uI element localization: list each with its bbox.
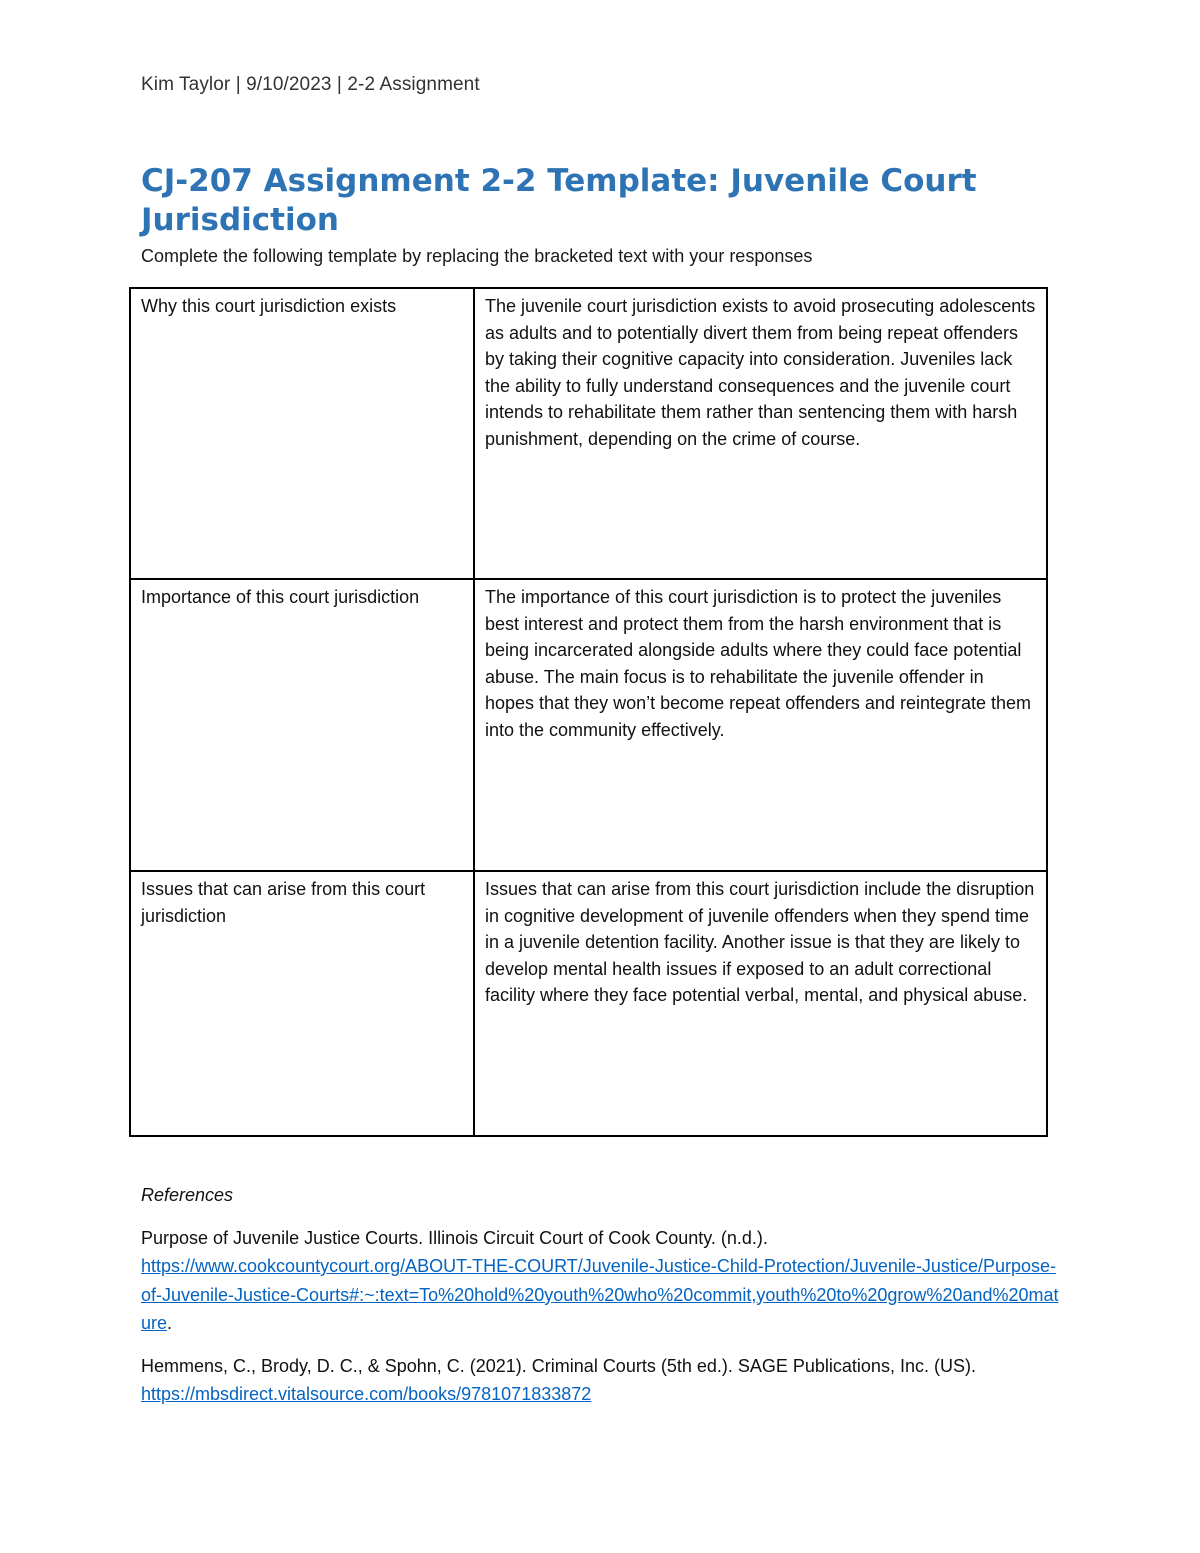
reference-item [141, 1224, 1061, 1338]
reference-item [141, 1352, 1061, 1409]
row-response: The juvenile court jurisdiction exists to avoid prosecuting adolescents as adults and to potentially divert them from being repeat offenders by taking their cognitive capacity into consideration. Juveniles lack the ability to fully understand consequences and the juvenile court intends to rehabilitate them rather than sentencing them with harsh punishment, depending on the crime of course. [474, 288, 1047, 579]
row-response: The importance of this court jurisdiction is to protect the juveniles best interest and protect them from the harsh environment that is being incarcerated alongside adults where they could face potential abuse. The main focus is to rehabilitate the juvenile offender in hopes that they won’t become repeat offenders and reintegrate them into the community effectively. [474, 579, 1047, 871]
row-response: Issues that can arise from this court jurisdiction include the disruption in cognitive development of juvenile offenders when they spend time in a juvenile detention facility. Another issue is that they are likely to develop mental health issues if exposed to an adult correctional facility where they face potential verbal, mental, and physical abuse. [474, 871, 1047, 1136]
reference-link[interactable]: https://www.cookcountycourt.org/ABOUT-THE-COURT/Juvenile-Justice-Child-Protection/Juvenile-Justice/Purpose-of-Juvenile-Justice-Courts#:~:text=To%20hold%20youth%20who%20commit,youth%20to%20grow%20and%20mature [141, 1256, 1059, 1333]
row-label: Why this court jurisdiction exists [130, 288, 474, 579]
references-section [141, 1181, 1061, 1423]
table-row [130, 288, 1047, 579]
reference-citation: Purpose of Juvenile Justice Courts. Illinois Circuit Court of Cook County. (n.d.). [141, 1227, 768, 1248]
row-label: Importance of this court jurisdiction [130, 579, 474, 871]
reference-link[interactable]: https://mbsdirect.vitalsource.com/books/9781071833872 [141, 1384, 592, 1404]
table-row [130, 579, 1047, 871]
row-label: Issues that can arise from this court jurisdiction [130, 871, 474, 1136]
template-table [129, 287, 1048, 1137]
document-title: CJ-207 Assignment 2-2 Template: Juvenile Court Jurisdiction [141, 163, 977, 238]
document-subtitle: Complete the following template by replacing the bracketed text with your responses [141, 246, 813, 266]
page-header: Kim Taylor | 9/10/2023 | 2-2 Assignment [141, 74, 480, 95]
references-heading: References [141, 1185, 234, 1205]
table-row [130, 871, 1047, 1136]
reference-trailing: . [167, 1313, 173, 1333]
reference-citation: Hemmens, C., Brody, D. C., & Spohn, C. (2021). Criminal Courts (5th ed.). SAGE Publications, Inc. (US). [141, 1355, 976, 1376]
